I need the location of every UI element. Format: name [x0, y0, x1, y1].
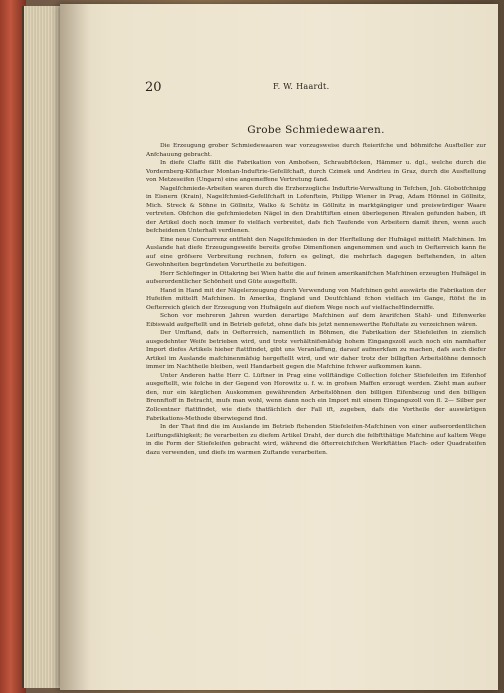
- paragraph: Unter Anderen hatte Herr C. Lüftner in Prag eine vollftändige Collection folcher Stiefeleifen im Eifenhof ausgeftellt, wie folche in der Gegend von Horowitz u. f. w. in grofsen Maffen erzeugt werden. Zieht man aufser den, nur ein kärglichen Auskommen gewährenden Arbeitslöhnen den billigen Eifenbezug und den billigen Brennftoff in Betracht, mufs man wohl, wenn dann noch ein Import mit einem Eingangszoll von fl. 2— Silber per Zollcentner ftattfindet, wie diefs thatfächlich der Fall ift, zugeben, dafs die Vortheile der auswärtigen Fabrikations-Methode überwiegend find.: [146, 372, 486, 422]
- running-head: F. W. Haardt.: [273, 82, 330, 91]
- paragraph: Herr Schlefinger in Ottakring bei Wien hatte die auf feinen amerikanifchen Mafchinen erzeugten Hufnägel in aufserordentlicher Schönheit und Güte ausgeftellt.: [146, 270, 486, 286]
- paragraph: Nagelfchmiede-Arbeiten waren durch die Erzherzogliche Induftrie-Verwaltung in Tefchen, Joh. Globotfchnigg in Eisnern (Krain), Nagelfchmied-Gefellfchaft in Lofenftein, Philipp Wiener in Prag, Adam Hönnel in Göllnitz, Mich. Streck & Söhne in Göllnitz, Walko & Schütz in Göllnitz in marktgängiger und preiswürdiger Waare vertreten. Obfchon die gefchmiedeten Nägel in den Drahtftiften einen überlegenen Rivalen gefunden haben, ift der Artikel doch noch immer fo vielfach verbreitet, dafs fich Taufende von Arbeitern damit ihren, wenn auch befcheidenen Unterhalt verdienen.: [146, 185, 486, 235]
- paragraph: Hand in Hand mit der Nägelerzeugung durch Verwendung von Mafchinen geht auswärts die Fabrikation der Hufeifen mittelft Mafchinen. In Amerika, England und Deutfchland fchon vielfach im Gange, ftöfst fie in Oefterreich gleich der Erzeugung von Hufnägeln auf diefem Wege noch auf vielfacheHinderniffe.: [146, 287, 486, 311]
- paragraph: Eine neue Concurrenz entfteht den Nagelfchmieden in der Herftellung der Hufnägel mittelft Mafchinen. Im Auslande hat diefe Erzeugungsweife bereits grofse Dimenfionen angenommen und auch in Oefterreich kann fie auf eine gröfsere Verbreitung rechnen, fofern es gelingt, die mehrfach dagegen beftehenden, in alten Gewohnheiten begründeten Vorurtheile zu befeitigen.: [146, 236, 486, 269]
- page-header: [145, 80, 490, 96]
- paragraph: In diefe Claffe fällt die Fabrikation von Ambofsen, Schraubftöcken, Hämmer u. dgl., welche durch die Vordernberg-Köflacher Montan-Induftrie-Gefellfchaft, durch Czimek und Andrieu in Graz, durch die Ausftellung von Metzeseifen (Ungarn) eine angemeffene Vertretung fand.: [146, 160, 486, 184]
- paragraph: In der That find die im Auslande im Betrieb ftehenden Stiefeleifen-Mafchinen von einer aufserordentlichen Leiftungsfähigkeit; fie verarbeiten zu diefem Artikel Draht, der durch die felbftthätige Mafchine auf kaltem Wege in die Form der Stiefeleifen gebracht wird, während die öfterreichifchen Werkftätten Flach- oder Quadrateifen dazu verwenden, und diefs im warmen Zuftande verarbeiten.: [146, 424, 486, 456]
- page-gutter-shadow: [60, 4, 90, 690]
- paragraph: Schon vor mehreren Jahren wurden derartige Mafchinen auf dem ärarifchen Stahl- und Eifenwerke Eibiswald aufgeftellt und in Betrieb gefetzt, ohne dafs bis jetzt nennenswerthe Refultate zu verzeichnen wären.: [146, 313, 486, 328]
- section-title: Grobe Schmiedewaaren.: [247, 124, 385, 136]
- paragraph: Die Erzeugung grober Schmiedewaaren war vorzugsweise durch fteierifche und böhmifche Ausfteller zur Anfchauung gebracht.: [146, 143, 486, 158]
- page-number: 20: [145, 80, 162, 95]
- paragraph: Der Umftand, dafs in Oefterreich, namentlich in Böhmen, die Fabrikation der Stiefeleifen in ziemlich ausgedehnter Weife betrieben wird, und trotz verhältnifsmäfsig hohem Eingangszoll auch noch ein namhafter Import diefes Artikels hieher ftattfindet, gibt uns Veranlaffung, darauf aufmerkfam zu machen, dafs auch diefer Artikel im Auslande mafchinenmäfsig hergeftellt wird, und wir daher trotz der billigften Arbeitslöhne dennoch immer im Nachtheile bleiben, weil Handarbeit gegen die Mafchine fchwer aufkommen kann.: [146, 330, 486, 371]
- body-text: [146, 142, 486, 457]
